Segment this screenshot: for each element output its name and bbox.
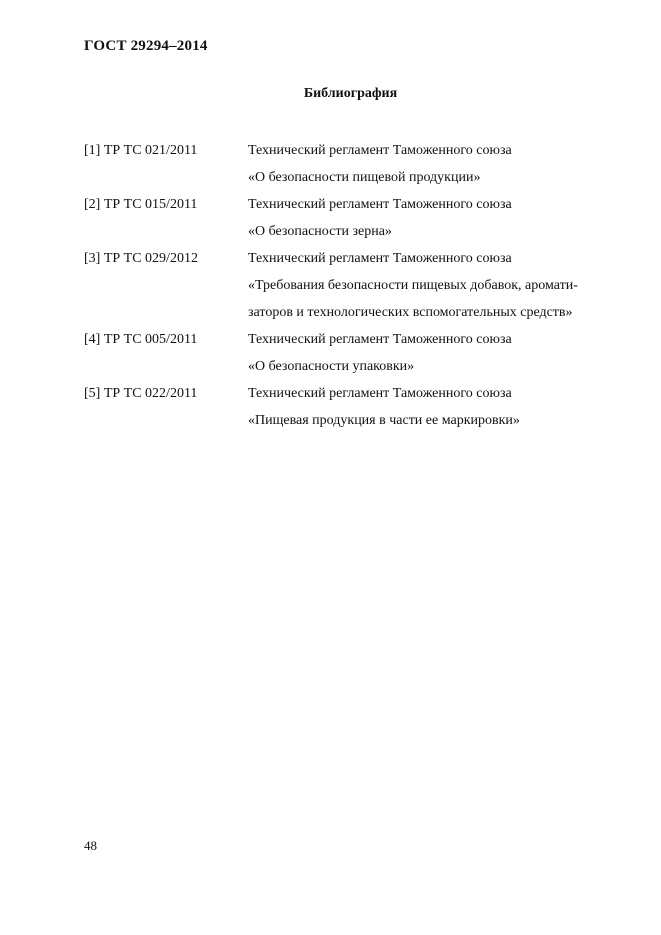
bibliography-entry bbox=[84, 380, 644, 434]
bibliography-entry bbox=[84, 191, 644, 245]
bibliography-entry bbox=[84, 245, 644, 326]
entry-line: Технический регламент Таможенного союза bbox=[248, 386, 512, 401]
entry-line: Технический регламент Таможенного союза bbox=[248, 251, 512, 266]
section-title: Библиография bbox=[303, 86, 398, 101]
entry-reference: [1] ТР ТС 021/2011 bbox=[84, 143, 198, 158]
entry-line: Технический регламент Таможенного союза bbox=[248, 332, 512, 347]
entry-description bbox=[248, 380, 644, 434]
entry-reference: [4] ТР ТС 005/2011 bbox=[84, 332, 198, 347]
entry-reference: [5] ТР ТС 022/2011 bbox=[84, 386, 198, 401]
entry-line: заторов и технологических вспомогательных средств» bbox=[248, 305, 573, 320]
entry-line: «О безопасности пищевой продукции» bbox=[248, 170, 481, 185]
entry-description bbox=[248, 245, 644, 326]
page-number: 48 bbox=[84, 838, 97, 853]
entry-description bbox=[248, 326, 644, 380]
entry-description bbox=[248, 137, 644, 191]
entry-description bbox=[248, 191, 644, 245]
entry-line: «О безопасности упаковки» bbox=[248, 359, 415, 374]
entry-line: «Пищевая продукция в части ее маркировки» bbox=[248, 413, 520, 428]
bibliography-list bbox=[84, 137, 644, 434]
entry-line: Технический регламент Таможенного союза bbox=[248, 197, 512, 212]
entry-reference: [2] ТР ТС 015/2011 bbox=[84, 197, 198, 212]
bibliography-entry bbox=[84, 137, 644, 191]
entry-line: Технический регламент Таможенного союза bbox=[248, 143, 512, 158]
document-code: ГОСТ 29294–2014 bbox=[84, 38, 208, 54]
entry-line: «О безопасности зерна» bbox=[248, 224, 392, 239]
entry-line: «Требования безопасности пищевых добавок, аромати- bbox=[248, 278, 578, 293]
bibliography-entry bbox=[84, 326, 644, 380]
entry-reference: [3] ТР ТС 029/2012 bbox=[84, 251, 198, 266]
